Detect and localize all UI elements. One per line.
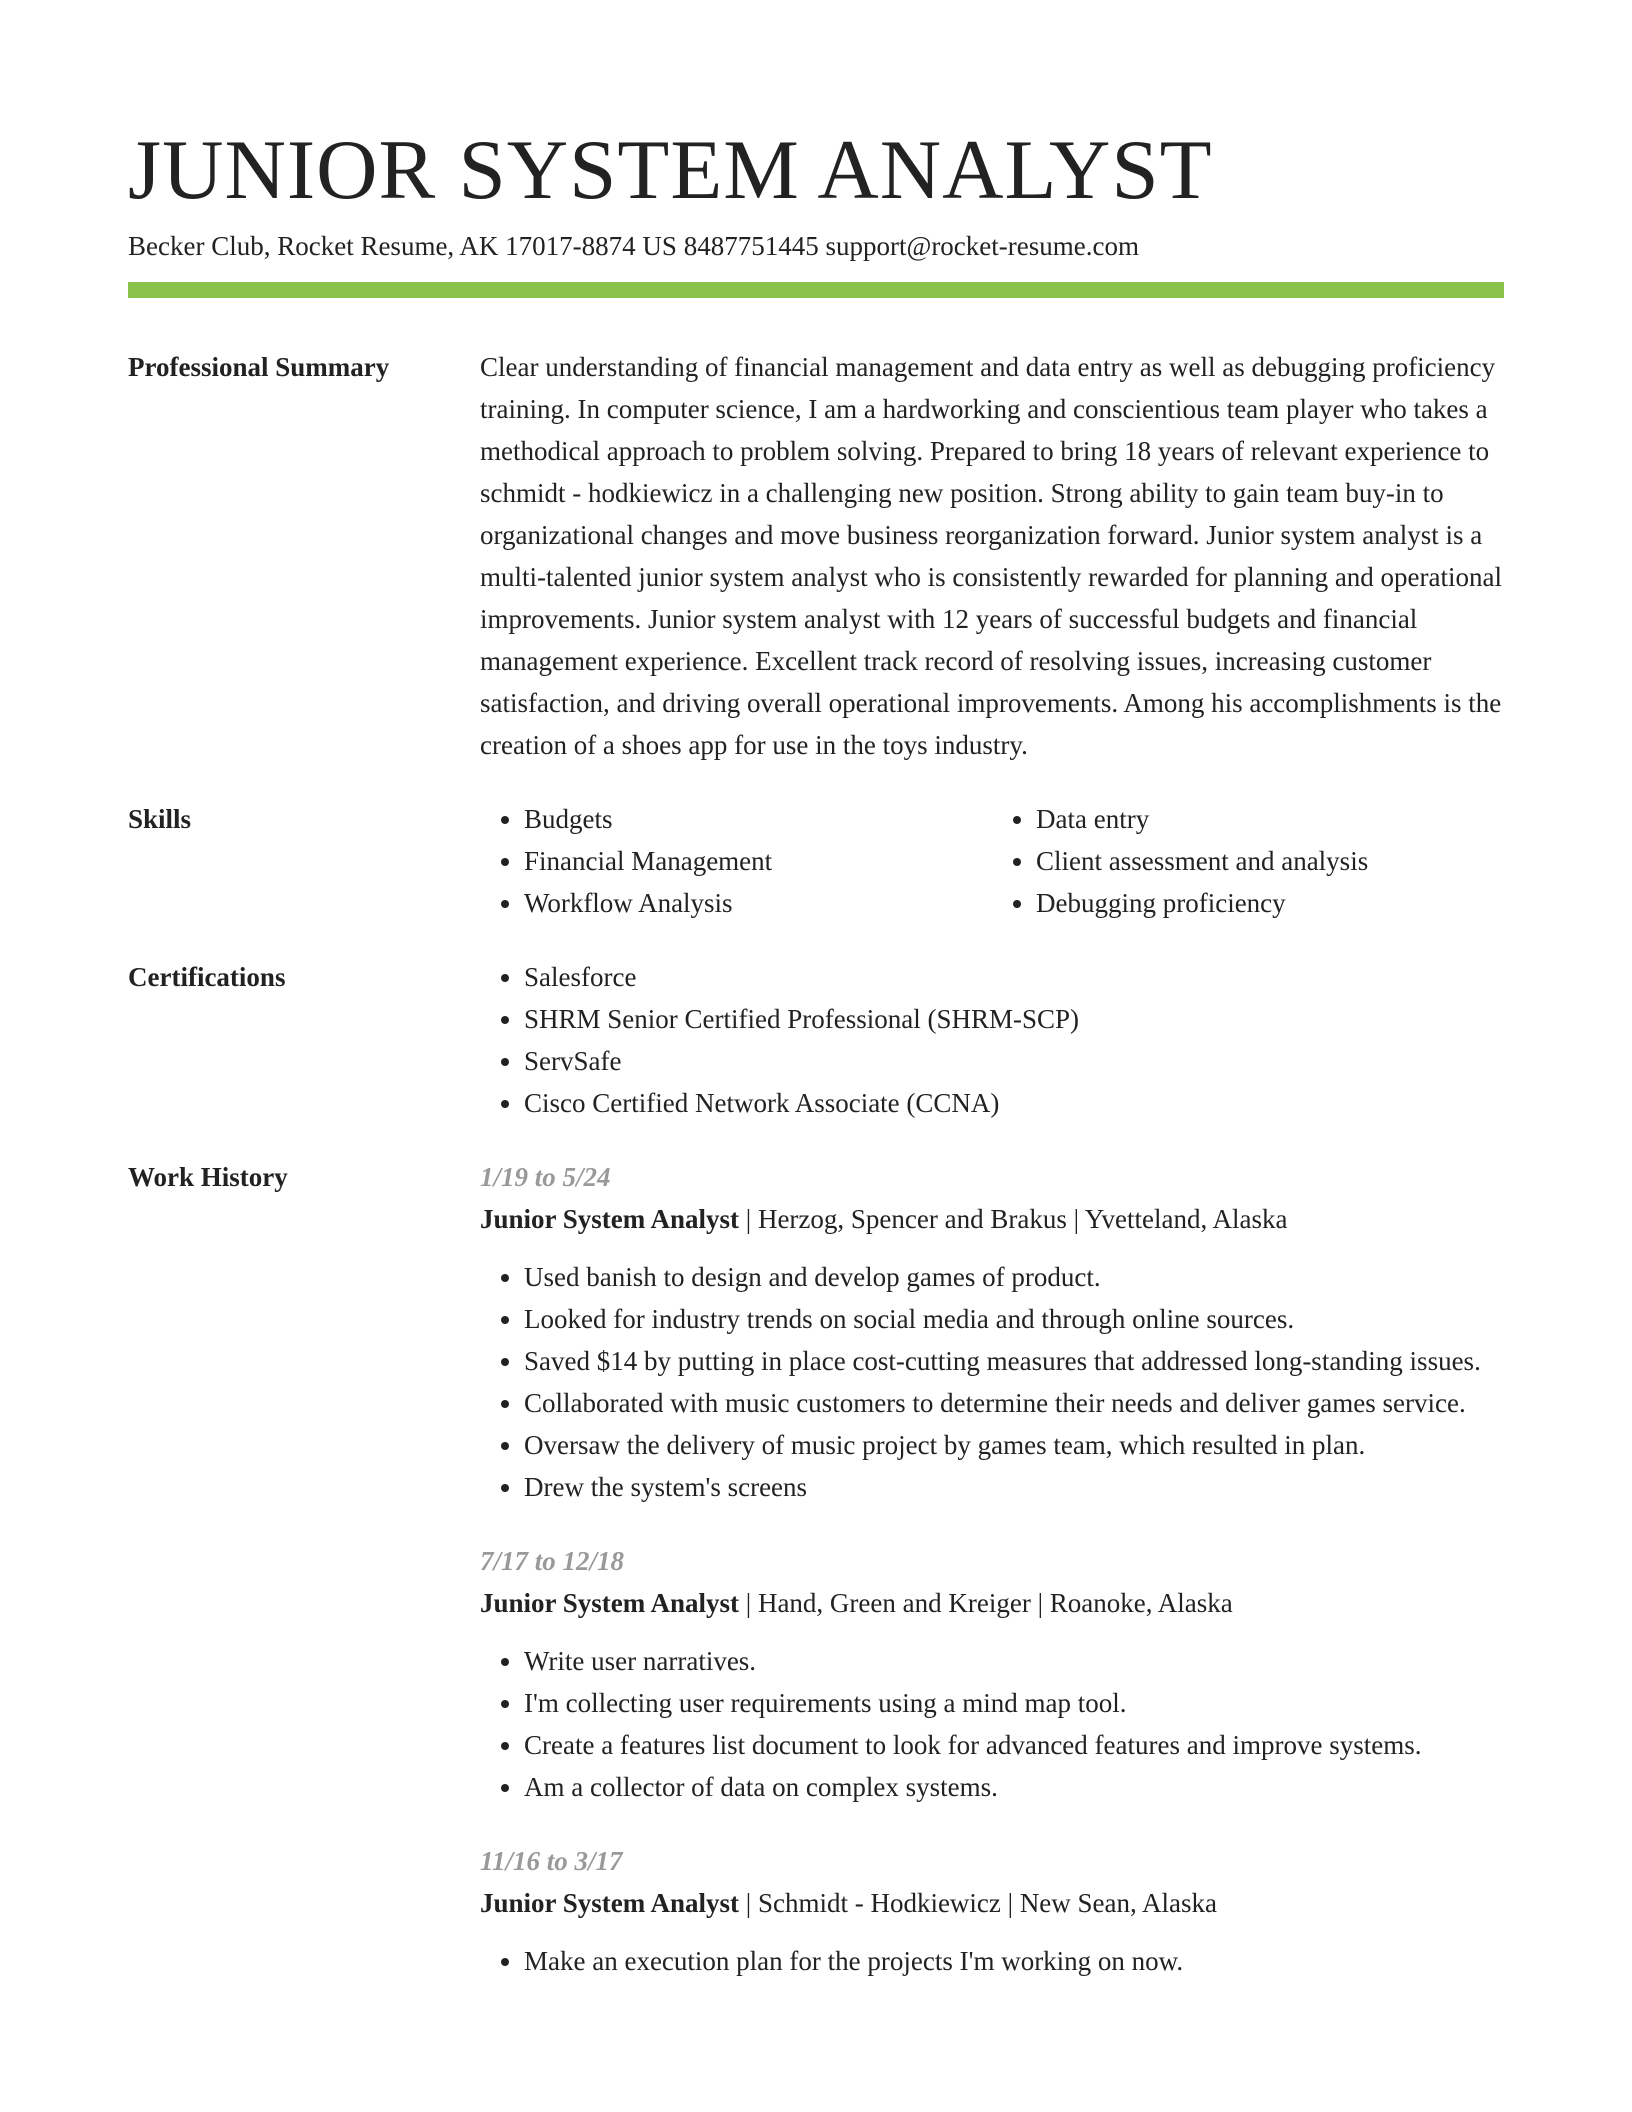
job-bullet: • Write user narratives. [524,1640,1504,1682]
skill-item: • Data entry [1036,798,1504,840]
certifications-section [128,956,1504,1124]
resume-page [128,120,1504,1982]
header-divider [128,282,1504,298]
certifications-body [480,956,1504,1124]
contact-email: support@rocket-resume.com [825,231,1139,261]
job-bullet: • Drew the system's screens [524,1466,1504,1508]
job-title: Junior System Analyst [480,1888,740,1918]
job-company: Herzog, Spencer and Brakus [757,1204,1067,1234]
job-bullet: • Looked for industry trends on social media and through online sources. [524,1298,1504,1340]
certification-item: • SHRM Senior Certified Professional (SHRM-SCP) [524,998,1504,1040]
job-dates: 11/16 to 3/17 [480,1846,623,1876]
job-bullet: • Oversaw the delivery of music project by games team, which resulted in plan. [524,1424,1504,1466]
skills-body [480,798,1504,924]
job-bullet: • Saved $14 by putting in place cost-cutting measures that addressed long-standing issues. [524,1340,1504,1382]
job-entry [480,1540,1504,1808]
job-title: Junior System Analyst [480,1204,740,1234]
certification-item: • Cisco Certified Network Associate (CCNA) [524,1082,1504,1124]
job-location: Yvetteland, Alaska [1084,1204,1288,1234]
job-bullet: • Am a collector of data on complex systems. [524,1766,1504,1808]
skills-list-left [480,798,992,924]
job-heading: Junior System Analyst | Schmidt - Hodkiewicz | New Sean, Alaska [480,1888,1218,1918]
work-history-heading: Work History [128,1162,288,1192]
work-history-section [128,1156,1504,1982]
job-heading: Junior System Analyst | Herzog, Spencer and Brakus | Yvetteland, Alaska [480,1204,1288,1234]
summary-body [480,346,1504,766]
job-company: Schmidt - Hodkiewicz [757,1888,1001,1918]
skill-item: • Workflow Analysis [524,882,992,924]
skill-item: • Debugging proficiency [1036,882,1504,924]
job-dates: 1/19 to 5/24 [480,1162,611,1192]
job-bullets [480,1640,1504,1808]
work-history-body [480,1156,1504,1982]
job-bullets [480,1256,1504,1508]
contact-phone: 8487751445 [683,231,819,261]
skills-section [128,798,1504,924]
certification-item: • Salesforce [524,956,1504,998]
job-entry [480,1840,1504,1982]
job-bullet: • Create a features list document to look for advanced features and improve systems. [524,1724,1504,1766]
job-company: Hand, Green and Kreiger [757,1588,1031,1618]
job-bullets [480,1940,1504,1982]
certifications-heading: Certifications [128,962,286,992]
skill-item: • Financial Management [524,840,992,882]
certification-item: • ServSafe [524,1040,1504,1082]
summary-section [128,346,1504,766]
skills-list-right [992,798,1504,924]
job-bullet: • Used banish to design and develop games of product. [524,1256,1504,1298]
job-dates: 7/17 to 12/18 [480,1546,625,1576]
skills-heading: Skills [128,804,192,834]
summary-text: Clear understanding of financial management and data entry as well as debugging proficiency training. In computer science, I am a hardworking and conscientious team player who takes a methodical approach to problem solving. Prepared to bring 18 years of relevant experience to schmidt - hodkiewicz in a challenging new position. Strong ability to gain team buy-in to organizational changes and move business reorganization forward. Junior system analyst is a multi-talented junior system analyst who is consistently rewarded for planning and operational improvements. Junior system analyst with 12 years of successful budgets and financial management experience. Excellent track record of resolving issues, increasing customer satisfaction, and driving overall operational improvements. Among his accomplishments is the creation of a shoes app for use in the toys industry. [480,352,1503,760]
resume-name: JUNIOR SYSTEM ANALYST [128,123,1213,217]
job-heading: Junior System Analyst | Hand, Green and Kreiger | Roanoke, Alaska [480,1588,1233,1618]
summary-heading: Professional Summary [128,352,390,382]
job-bullet: • Make an execution plan for the projects I'm working on now. [524,1940,1504,1982]
job-title: Junior System Analyst [480,1588,740,1618]
job-bullet: • I'm collecting user requirements using a mind map tool. [524,1682,1504,1724]
skill-item: • Client assessment and analysis [1036,840,1504,882]
job-location: Roanoke, Alaska [1049,1588,1233,1618]
contact-address: Becker Club, Rocket Resume, AK 17017-8874 US [128,231,677,261]
skill-item: • Budgets [524,798,992,840]
job-entry [480,1156,1504,1508]
certifications-list [480,956,1504,1124]
contact-line [128,228,1504,264]
job-location: New Sean, Alaska [1019,1888,1218,1918]
job-bullet: • Collaborated with music customers to determine their needs and deliver games service. [524,1382,1504,1424]
